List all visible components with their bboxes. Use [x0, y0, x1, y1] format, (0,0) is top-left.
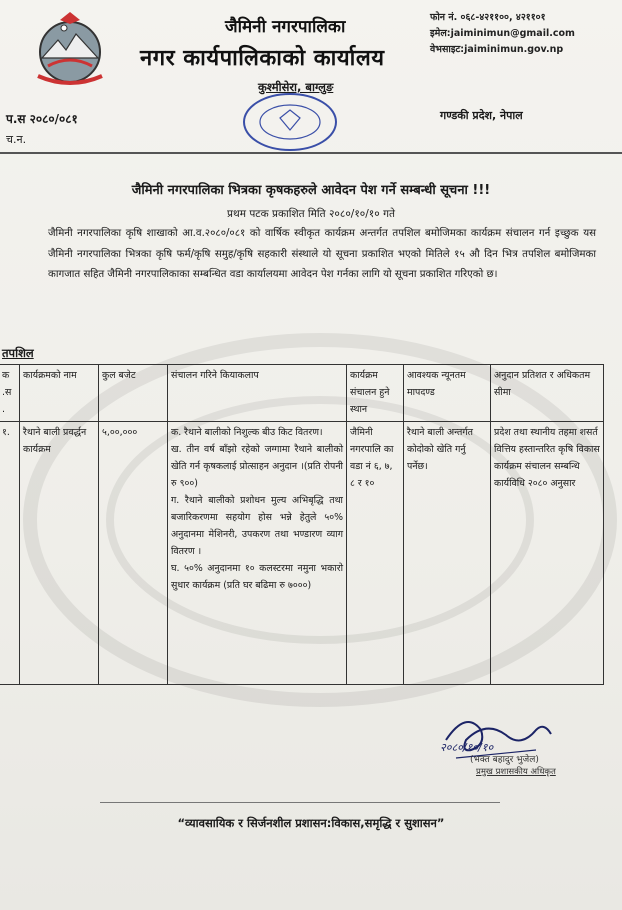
activity-item: ख. तीन वर्ष बाँझो रहेको जग्गामा रैथाने बालीको खेति गर्न कृषकलाई प्रोत्साहन अनुदान ।(प्रति रोपनी रु ९००)	[171, 444, 343, 489]
cell-criteria: रैथाने बाली अन्तर्गत कोदोको खेति गर्नु पर्नेछ।	[404, 422, 491, 685]
municipality-name: जैमिनी नगरपालिका	[225, 17, 346, 37]
header-divider	[0, 152, 622, 154]
signatory-title: प्रमुख प्रशासकीय अधिकृत	[476, 767, 556, 777]
publication-date: प्रथम पटक प्रकाशित मिति २०८०/१०/१० गते	[227, 208, 395, 220]
activity-item: ग. रैथाने बालीको प्रशोधन मुल्य अभिबृद्धि तथा बजारिकरणमा सहयोग होस भन्ने हेतुले ५०% अनुदानमा मेशिनरी, उपकरण तथा भण्डारण व्याग वितरण ।	[171, 495, 343, 557]
office-stamp	[240, 90, 340, 154]
col-header-location: कार्यक्रम संचालन हुने स्थान	[347, 365, 404, 422]
notice-title: जैमिनी नगरपालिका भित्रका कृषकहरुले आवेदन पेश गर्ने सम्बन्धी सूचना !!!	[131, 183, 491, 198]
cell-location: जैमिनी नगरपालि का वडा नं ६, ७, ८ र १०	[347, 422, 404, 685]
office-name: नगर कार्यपालिकाको कार्यालय	[140, 46, 385, 71]
cell-activities	[168, 422, 347, 685]
col-header-activities: संचालन गरिने कियाकलाप	[168, 365, 347, 422]
activity-item: घ. ५०% अनुदानमा १० कलस्टरमा नमुना भकारो सुधार कार्यक्रम (प्रति घर बढिमा रु ७०००)	[171, 563, 343, 591]
cell-budget: ५,००,०००	[99, 422, 168, 685]
table-row	[0, 422, 604, 685]
footer-divider	[100, 802, 500, 803]
website-address: वेभसाइट:jaiminimun.gov.np	[430, 44, 564, 55]
signatory-name: (भक्त बहादुर भुजेल)	[470, 755, 539, 765]
office-address: कुश्मीसेरा, बाग्लुङ	[258, 80, 334, 94]
reference-number: प.स २०८०/०८१	[6, 112, 78, 126]
col-header-criteria: आवश्यक न्यूनतम मापदण्ड	[404, 365, 491, 422]
signature-date: २०८०/१०/१०	[440, 741, 494, 754]
province-name: गण्डकी प्रदेश, नेपाल	[440, 109, 523, 122]
nepal-emblem-logo	[30, 10, 110, 90]
program-details-table	[0, 364, 604, 685]
activity-item: क. रैथाने बालीको निशुल्क बीउ किट वितरण।	[171, 427, 323, 438]
details-heading: तपशिल	[2, 346, 34, 360]
footer-slogan: “व्यावसायिक र सिर्जनशील प्रशासन:विकास,समृद्धि र सुशासन”	[177, 816, 445, 830]
cell-program: रैथाने बाली प्रवर्द्धन कार्यक्रम	[20, 422, 99, 685]
col-header-program: कार्यक्रमको नाम	[20, 365, 99, 422]
col-header-budget: कुल बजेट	[99, 365, 168, 422]
phone-number: फोन नं. ०६८-४२११००, ४२११०१	[430, 12, 546, 23]
email-address: इमेल:jaiminimun@gmail.com	[430, 28, 575, 39]
col-header-sn: क .स .	[0, 365, 20, 422]
notice-body: जैमिनी नगरपालिका कृषि शाखाको आ.व.२०८०/०८१ को वार्षिक स्वीकृत कार्यक्रम अन्तर्गत तपशिल बमोजिमका कार्यक्रम संचालन गर्न इच्छुक यस जैमिनी नगरपालिका भित्रका कृषि फर्म/कृषि समुह/कृषि सहकारी संस्थाले यो सूचना प्रकाशित भएको मितिले १५ औ दिन भित्र तपशिल बमोजिमका कागजात सहित जैमिनी नगरपालिकाका सम्बन्धित वडा कार्यालयमा आवेदन पेश गर्नका लागि यो सूचना प्रकाशित गरिएको छ।	[48, 228, 596, 280]
col-header-subsidy: अनुदान प्रतिशत र अधिकतम सीमा	[491, 365, 604, 422]
dispatch-number: च.न.	[6, 133, 27, 146]
cell-subsidy: प्रदेश तथा स्थानीय तहमा शसर्त वित्तिय हस्तान्तरित कृषि विकास कार्यक्रम संचालन सम्बन्धि कार्यविधि २०८० अनुसार	[491, 422, 604, 685]
cell-sn: १.	[0, 422, 20, 685]
table-header-row	[0, 365, 604, 422]
